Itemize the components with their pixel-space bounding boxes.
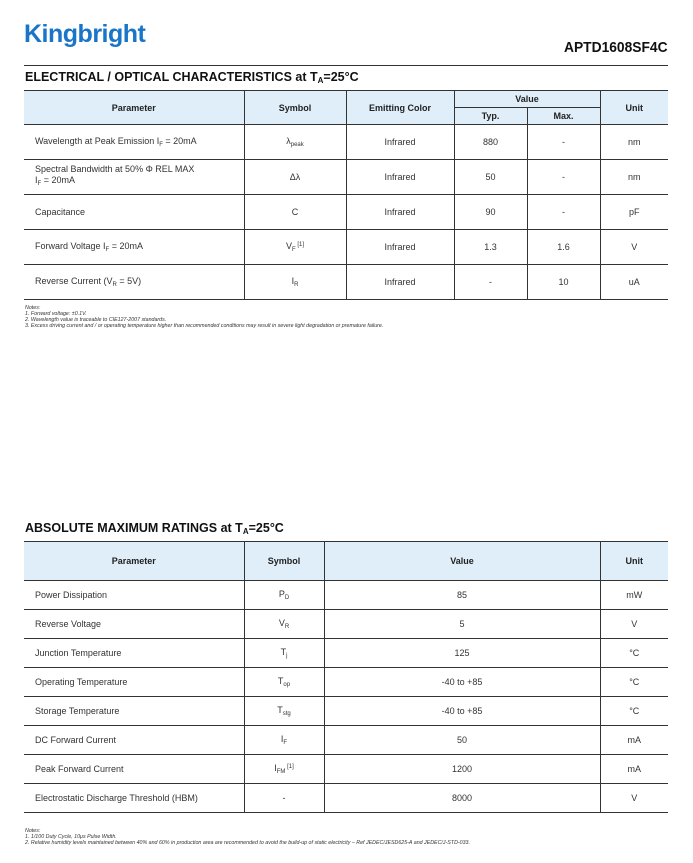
param-cell: Capacitance (24, 195, 244, 230)
value-cell: -40 to +85 (324, 668, 600, 697)
value-cell: 125 (324, 639, 600, 668)
color-cell: Infrared (346, 125, 454, 160)
absolute-title-sub: A (242, 527, 249, 536)
unit-cell: mW (600, 581, 668, 610)
header-max: Max. (527, 108, 600, 125)
header-emitting-color: Emitting Color (346, 91, 454, 125)
electrical-notes (25, 305, 383, 329)
param-cell: Storage Temperature (24, 697, 244, 726)
electrical-section-title (25, 70, 359, 85)
absolute-maximum-ratings-table (24, 541, 668, 813)
notes-heading: Notes: (25, 828, 41, 834)
color-cell: Infrared (346, 230, 454, 265)
unit-cell: V (600, 230, 668, 265)
unit-cell: nm (600, 125, 668, 160)
note-line: 3. Excess driving current and / or operating temperature higher than recommended conditions may result in severe light degradation or premature failure. (25, 323, 384, 329)
electrical-title-suffix: =25°C (323, 70, 359, 84)
table-row (24, 160, 668, 195)
absolute-title-suffix: =25°C (248, 521, 284, 535)
header-value: Value (454, 91, 600, 108)
header-unit: Unit (600, 91, 668, 125)
table-row (24, 697, 668, 726)
note-line: 1. 1/100 Duty Cycle, 10μs Pulse Width. (25, 834, 117, 840)
unit-cell: nm (600, 160, 668, 195)
unit-cell: °C (600, 639, 668, 668)
table-row (24, 784, 668, 813)
header-value: Value (324, 542, 600, 581)
symbol-cell: $T_{op}$ (244, 668, 324, 697)
table-row (24, 639, 668, 668)
symbol-cell: $T_{stg}$ (244, 697, 324, 726)
param-cell: Peak Forward Current (24, 755, 244, 784)
typ-cell: 50 (454, 160, 527, 195)
brand-logo: Kingbright (24, 20, 146, 48)
note-line: 1. Forward voltage: ±0.1V. (25, 311, 87, 317)
absolute-title-prefix: ABSOLUTE MAXIMUM RATINGS at T (25, 521, 243, 535)
unit-cell: V (600, 784, 668, 813)
param-cell: Wavelength at Peak Emission $I_F = 20mA$ (24, 125, 244, 160)
param-cell: Junction Temperature (24, 639, 244, 668)
unit-cell: °C (600, 697, 668, 726)
part-number: APTD1608SF4C (564, 39, 668, 56)
table-row (24, 230, 668, 265)
typ-cell: - (454, 265, 527, 300)
max-cell: 10 (527, 265, 600, 300)
table-row (24, 726, 668, 755)
symbol-cell: $\lambda_{peak}$ (244, 125, 346, 160)
symbol-cell: $P_D$ (244, 581, 324, 610)
typ-cell: 880 (454, 125, 527, 160)
value-cell: 50 (324, 726, 600, 755)
header-parameter: Parameter (24, 91, 244, 125)
unit-cell: pF (600, 195, 668, 230)
note-line: 2. Wavelength value is traceable to CIE127-2007 standards. (25, 317, 167, 323)
header-unit: Unit (600, 542, 668, 581)
param-cell: Forward Voltage $I_F = 20mA$ (24, 230, 244, 265)
param-cell: Operating Temperature (24, 668, 244, 697)
value-cell: 8000 (324, 784, 600, 813)
symbol-cell: $I_R$ (244, 265, 346, 300)
param-cell: Reverse Voltage (24, 610, 244, 639)
param-cell: Spectral Bandwidth at 50% Φ REL MAX $I_F = 20mA$ (24, 160, 244, 195)
header-symbol: Symbol (244, 91, 346, 125)
param-cell: Power Dissipation (24, 581, 244, 610)
typ-cell: 90 (454, 195, 527, 230)
electrical-characteristics-table (24, 90, 668, 300)
color-cell: Infrared (346, 160, 454, 195)
param-cell: Electrostatic Discharge Threshold (HBM) (24, 784, 244, 813)
symbol-cell: $V_F$ [1] (244, 230, 346, 265)
unit-cell: mA (600, 755, 668, 784)
electrical-title-prefix: ELECTRICAL / OPTICAL CHARACTERISTICS at T (25, 70, 318, 84)
table-row (24, 668, 668, 697)
max-cell: - (527, 125, 600, 160)
value-cell: 5 (324, 610, 600, 639)
symbol-cell: Δλ (244, 160, 346, 195)
notes-heading: Notes: (25, 305, 41, 311)
absolute-notes (25, 828, 470, 846)
color-cell: Infrared (346, 265, 454, 300)
max-cell: - (527, 195, 600, 230)
symbol-cell: $I_{FM}$ [1] (244, 755, 324, 784)
param-cell: DC Forward Current (24, 726, 244, 755)
color-cell: Infrared (346, 195, 454, 230)
table-row (24, 125, 668, 160)
param-cell: Reverse Current $(V_R = 5V)$ (24, 265, 244, 300)
symbol-cell: C (244, 195, 346, 230)
symbol-cell: $V_R$ (244, 610, 324, 639)
max-cell: - (527, 160, 600, 195)
note-line: 2. Relative humidity levels maintained between 40% and 60% in production area are recommended to avoid the build-up of static electricity – Ref JEDEC/JESD625-A and JEDEC/J-STD-033. (25, 840, 470, 846)
value-cell: 85 (324, 581, 600, 610)
table-row (24, 610, 668, 639)
header-typ: Typ. (454, 108, 527, 125)
unit-cell: uA (600, 265, 668, 300)
absolute-section-title (25, 521, 284, 536)
header-symbol: Symbol (244, 542, 324, 581)
symbol-cell: $T_j$ (244, 639, 324, 668)
max-cell: 1.6 (527, 230, 600, 265)
value-cell: 1200 (324, 755, 600, 784)
table-row (24, 581, 668, 610)
unit-cell: V (600, 610, 668, 639)
typ-cell: 1.3 (454, 230, 527, 265)
symbol-cell: - (244, 784, 324, 813)
header-divider (24, 65, 668, 66)
header-parameter: Parameter (24, 542, 244, 581)
table-row (24, 195, 668, 230)
unit-cell: °C (600, 668, 668, 697)
unit-cell: mA (600, 726, 668, 755)
table-row (24, 265, 668, 300)
table-row (24, 755, 668, 784)
electrical-title-sub: A (317, 76, 324, 85)
value-cell: -40 to +85 (324, 697, 600, 726)
symbol-cell: $I_F$ (244, 726, 324, 755)
